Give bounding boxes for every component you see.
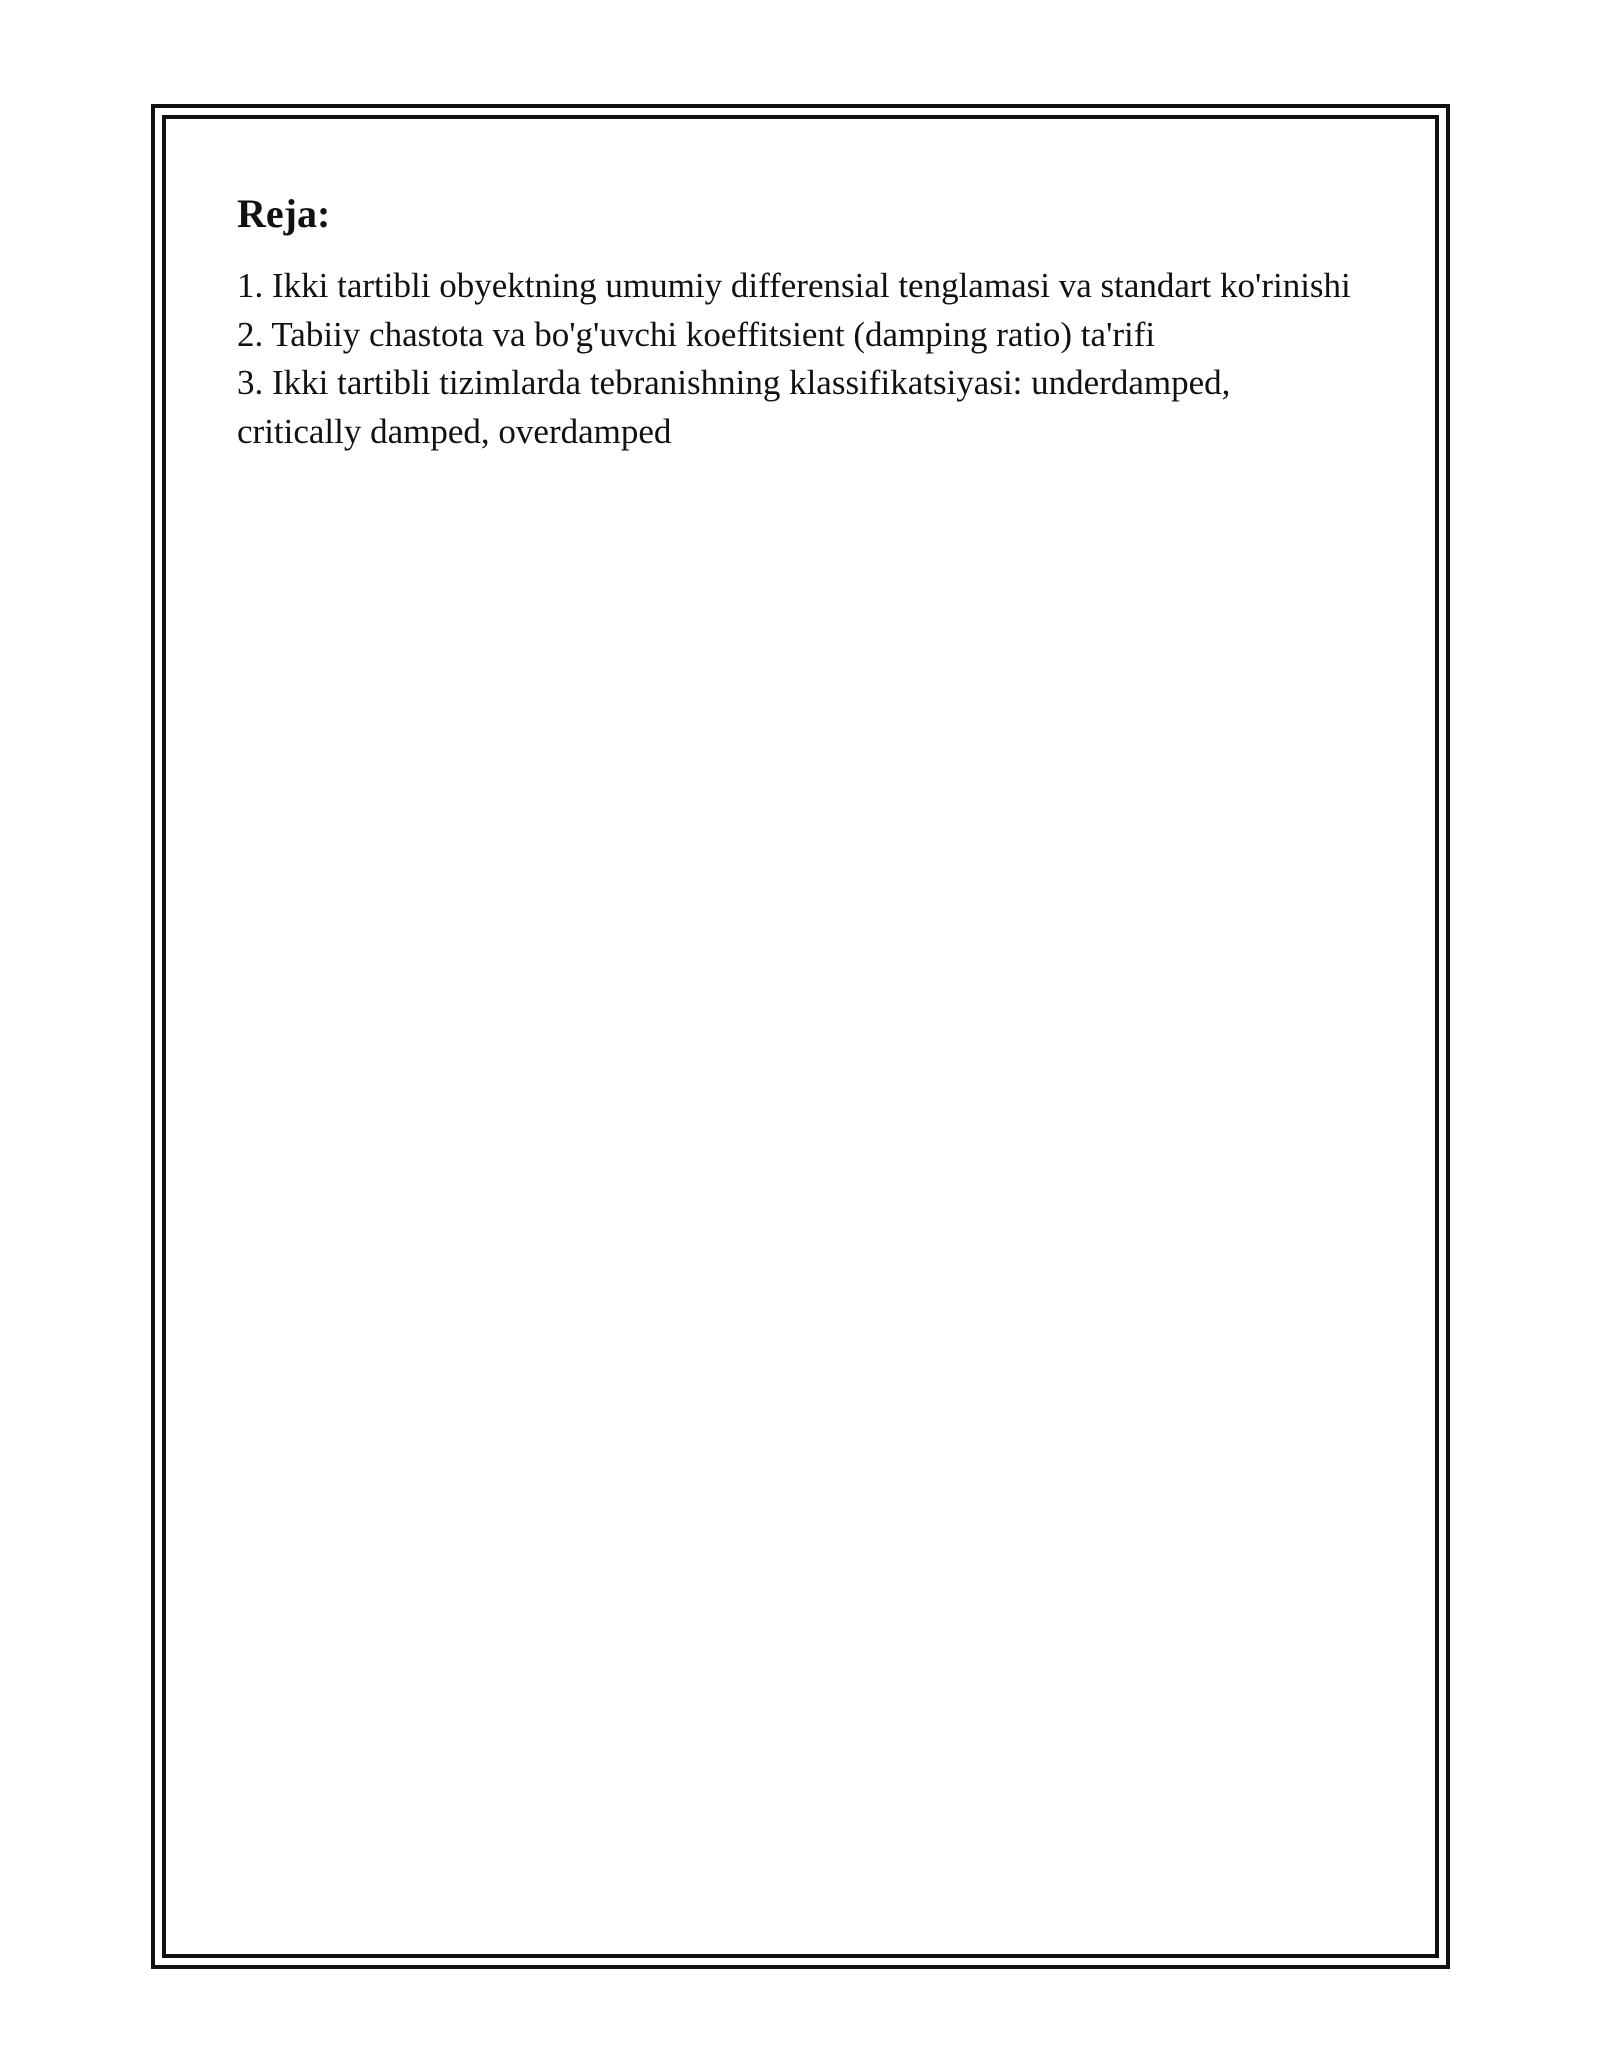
page-title: Reja: [237,191,331,236]
plan-list [237,262,1357,456]
plan-item-3: 3. Ikki tartibli tizimlarda tebranishning klassifikatsiyasi: underdamped, critically damped, overdamped [237,363,1231,451]
plan-item-2: 2. Tabiiy chastota va bo'g'uvchi koeffitsient (damping ratio) ta'rifi [237,314,1156,354]
plan-item-1: 1. Ikki tartibli obyektning umumiy differensial tenglamasi va standart ko'rinishi [237,266,1351,305]
document-body [237,186,1357,456]
